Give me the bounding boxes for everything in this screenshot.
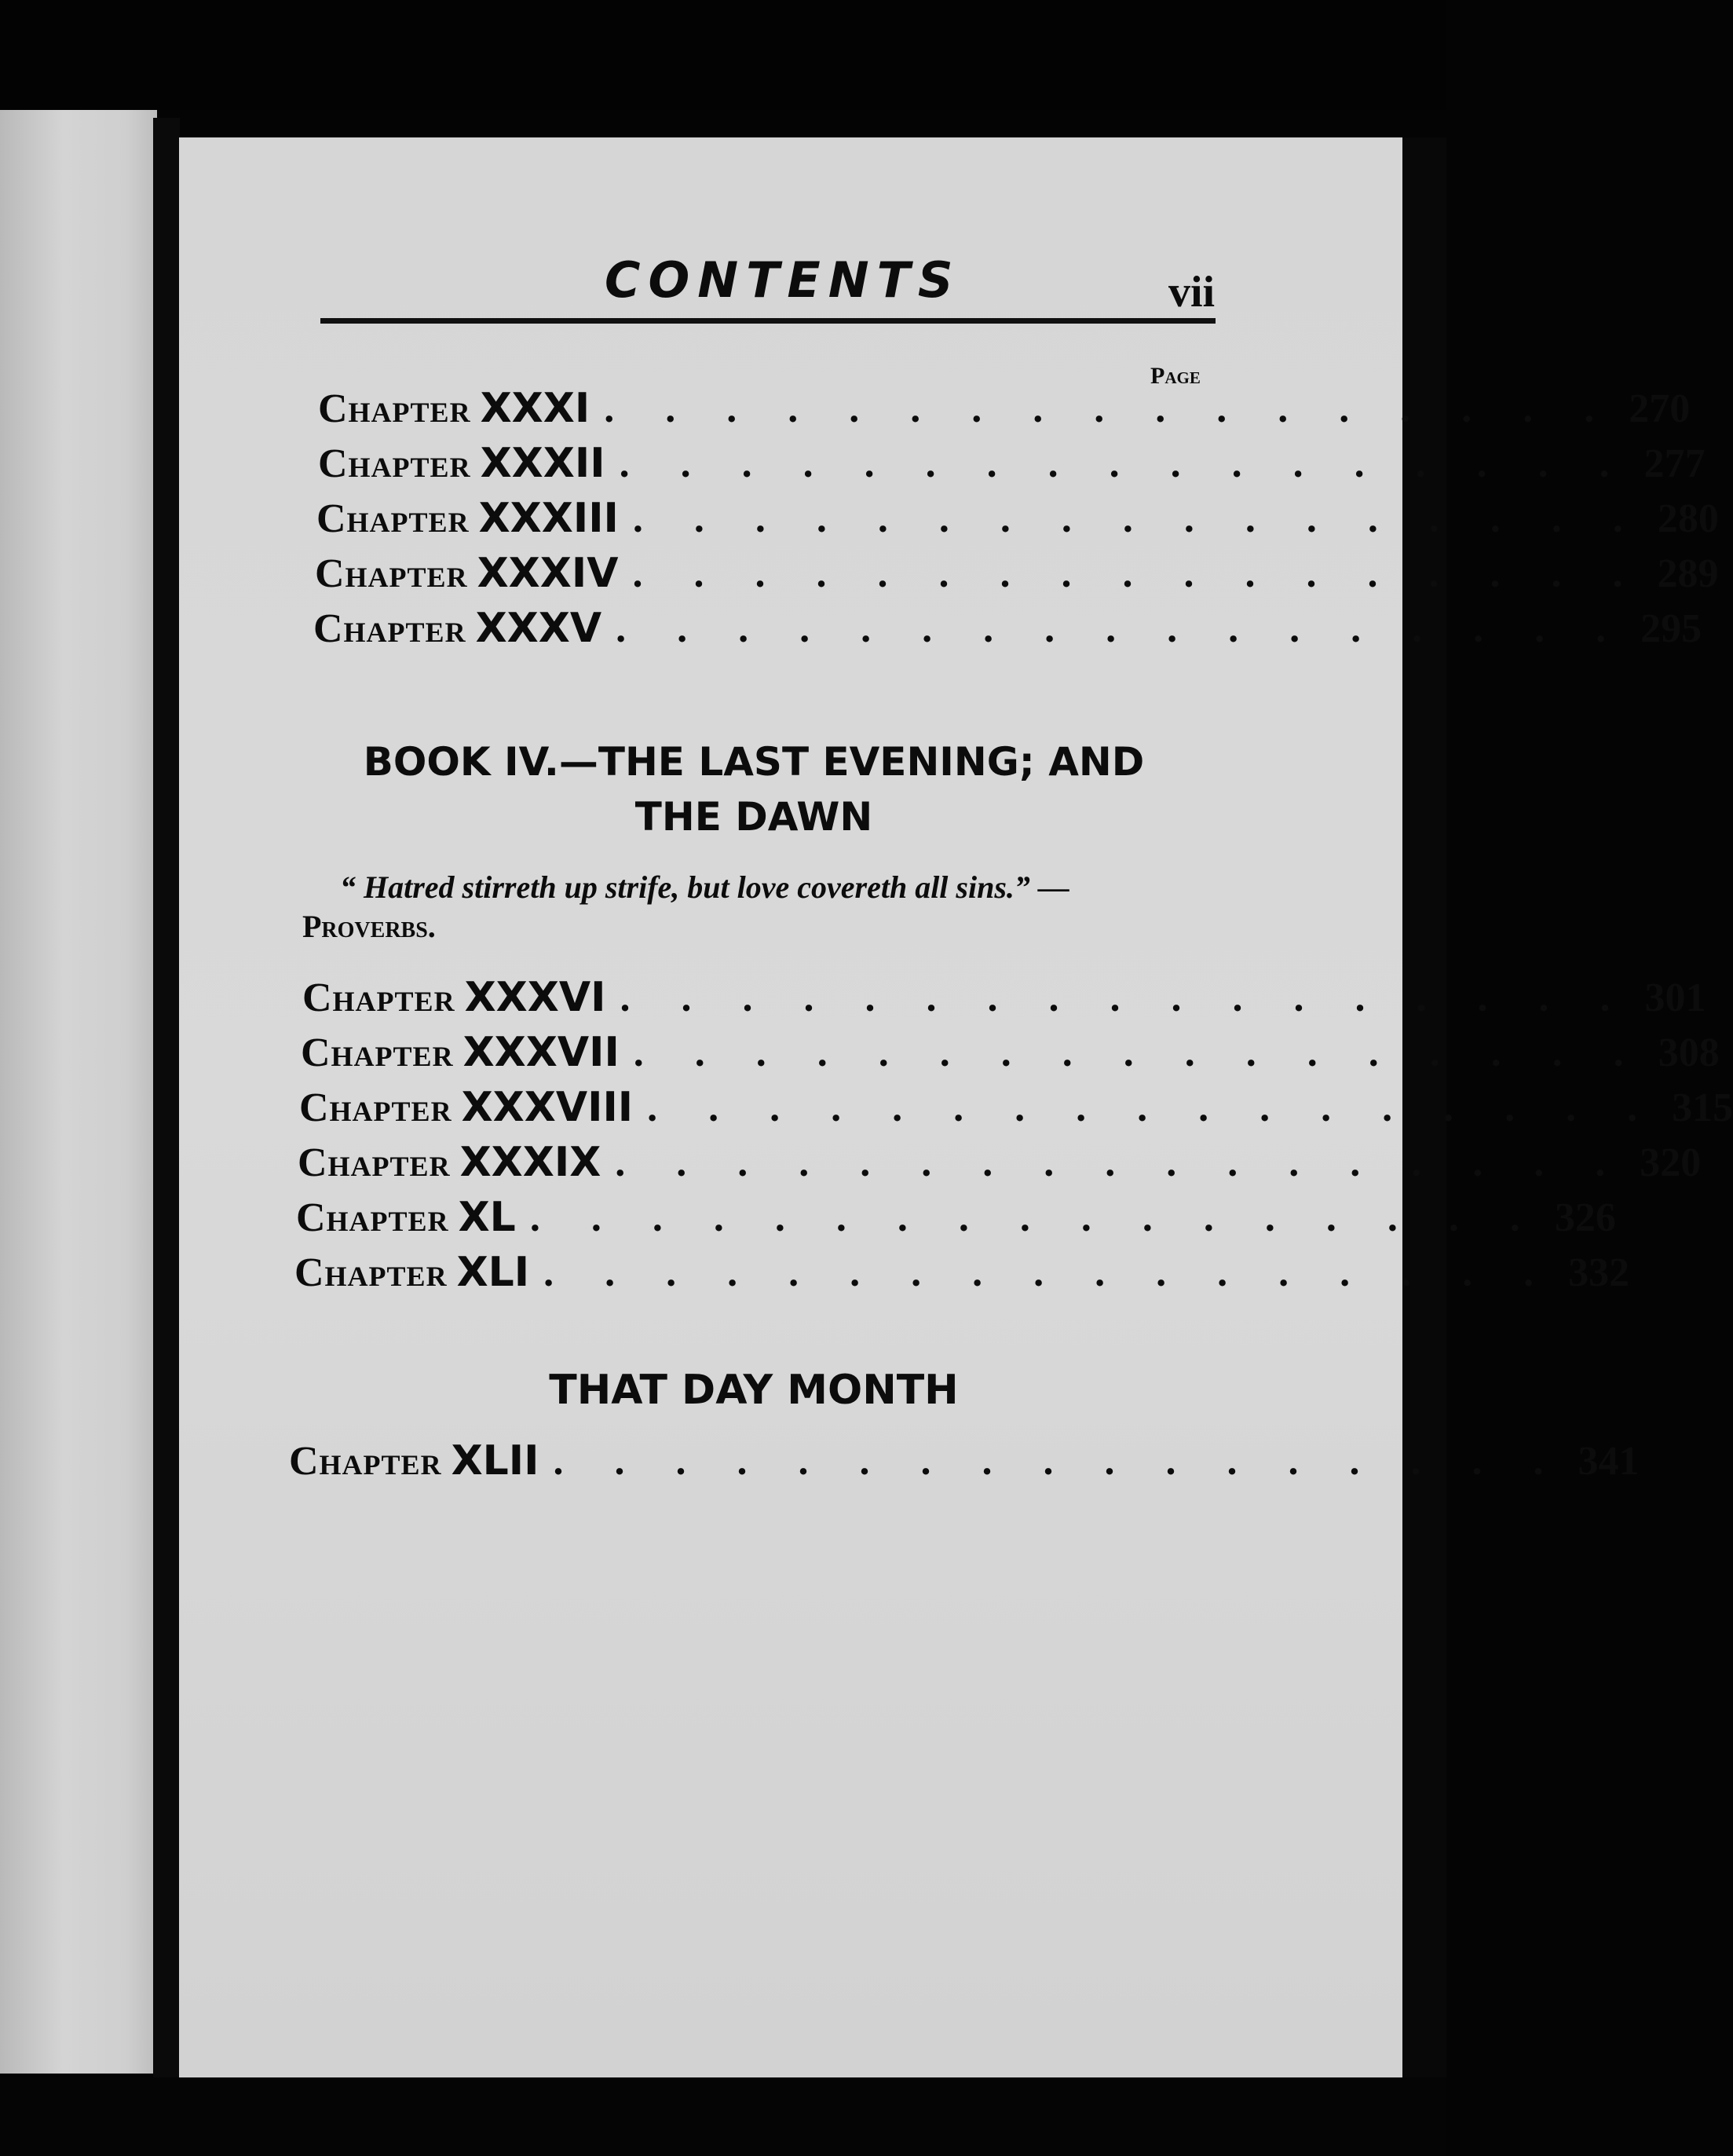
chapter-label: Chapter [294,1250,448,1295]
book-heading [314,734,1194,844]
chapter-label: Chapter [313,606,466,651]
page-number: 320 [1640,1140,1702,1185]
chapter-number: XLI [456,1249,530,1296]
page-column-label: Page [1150,363,1201,389]
page-number: 301 [1644,976,1706,1020]
page-number: 277 [1643,441,1706,486]
page-header-title: CONTENTS [605,251,961,309]
chapter-number: XL [458,1194,516,1241]
header-rule [320,318,1216,324]
dot-leader: . . . . . . . . . . . . . . . . . [620,976,1631,1020]
page-number: 315 [1672,1085,1733,1130]
page-number: 295 [1640,606,1702,651]
chapter-number: XXXIII [478,495,619,542]
chapter-number: XXXVI [464,974,606,1021]
scan-border-bottom [0,2077,1446,2156]
chapter-label: Chapter [299,1085,452,1130]
dot-leader: . . . . . . . . . . . . . . . . . [543,1250,1555,1295]
chapter-number: XXXIX [459,1139,601,1186]
chapter-label: Chapter [289,1439,442,1484]
dot-leader: . . . . . . . . . . . . . . . . . [647,1085,1658,1130]
chapter-number: XXXVIII [461,1084,634,1131]
chapter-label: Chapter [301,1030,454,1075]
book-heading-line1: BOOK IV.—THE LAST EVENING; AND [363,739,1145,785]
toc-row [298,1139,1702,1186]
scan-border-top [0,0,1446,110]
dot-leader: . . . . . . . . . . . . . . . . . [632,551,1643,596]
chapter-label: Chapter [296,1195,449,1240]
chapter-label: Chapter [302,976,455,1020]
toc-row [294,1249,1630,1296]
dot-leader: . . . . . . . . . . . . . . . . . [553,1439,1564,1484]
chapter-number: XLII [451,1437,539,1484]
dot-leader: . . . . . . . . . . . . . . . . . [615,1140,1626,1185]
page-number: 332 [1568,1250,1630,1295]
dot-leader: . . . . . . . . . . . . . . . . . [619,441,1630,486]
toc-row [315,550,1719,597]
book-heading-line2: THE DAWN [634,794,873,840]
chapter-number: XXXII [480,440,605,487]
page-number: 289 [1657,551,1719,596]
facing-page-edge [0,110,157,2074]
page-number: 280 [1657,496,1719,541]
toc-row [301,1029,1720,1076]
page-number: 341 [1578,1439,1640,1484]
page-header-number: vii [1168,268,1216,317]
dot-leader: . . . . . . . . . . . . . . . . . [604,386,1615,431]
section-heading: THAT DAY MONTH [549,1367,959,1414]
page-number: 308 [1658,1030,1720,1075]
chapter-label: Chapter [315,551,468,596]
dot-leader: . . . . . . . . . . . . . . . . . [632,496,1643,541]
epigraph-quote: “ Hatred stirreth up strife, but love covereth all sins.” — [340,869,1069,905]
toc-row [318,385,1691,432]
dot-leader: . . . . . . . . . . . . . . . . . [616,606,1627,651]
chapter-label: Chapter [318,441,471,486]
page-number: 270 [1629,386,1691,431]
chapter-label: Chapter [298,1140,451,1185]
book-gutter [153,118,180,2081]
chapter-label: Chapter [316,496,470,541]
page-number: 326 [1554,1195,1616,1240]
chapter-label: Chapter [318,386,471,431]
chapter-number: XXXV [475,605,602,652]
toc-row [299,1084,1733,1131]
dot-leader: . . . . . . . . . . . . . . . . . [529,1195,1541,1240]
dot-leader: . . . . . . . . . . . . . . . . . [633,1030,1644,1075]
chapter-number: XXXI [480,385,590,432]
epigraph [302,868,1197,946]
toc-row [296,1194,1616,1241]
chapter-number: XXXIV [477,550,619,597]
toc-row [289,1437,1640,1484]
toc-row [318,440,1706,487]
toc-row [313,605,1702,652]
toc-row [302,974,1706,1021]
toc-row [316,495,1719,542]
epigraph-attribution: Proverbs. [302,909,436,944]
chapter-number: XXXVII [462,1029,620,1076]
